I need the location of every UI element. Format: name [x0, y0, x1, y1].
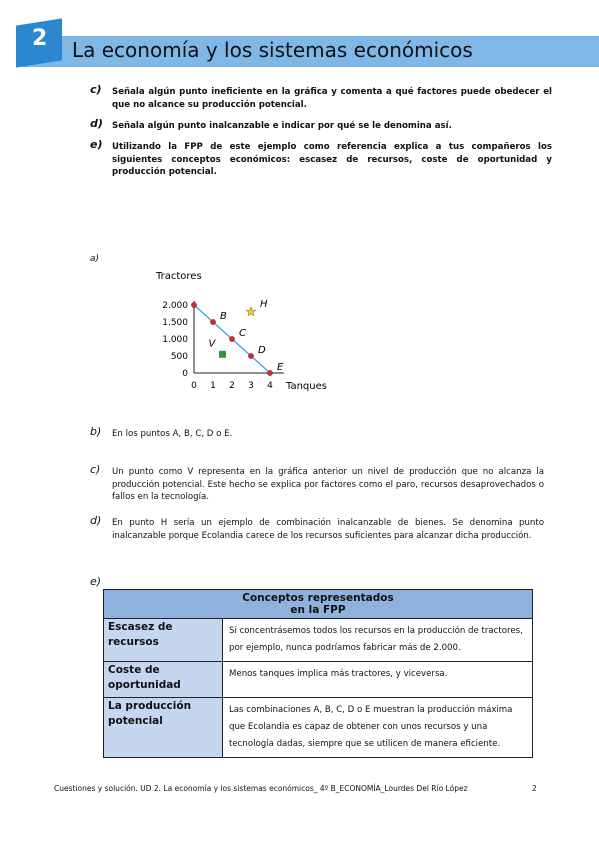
table-row [104, 619, 533, 662]
table-definition: Menos tanques implica más tractores, y viceversa. [223, 662, 533, 698]
concepts-table [103, 589, 533, 758]
unit-number: 2 [32, 26, 48, 51]
inefficient-point-label: V [208, 338, 216, 350]
x-tick-label: 4 [267, 381, 273, 391]
y-tick-label: 0 [182, 369, 188, 379]
x-tick-label: 0 [191, 381, 197, 391]
answer-text: En punto H sería un ejemplo de combinación inalcanzable de bienes. Se denomina punto inalcanzable porque Ecolandia carece de los recursos suficientes para alcanzar dicha producción. [112, 518, 544, 541]
y-tick-label: 500 [170, 352, 188, 362]
frontier-point-label: D [258, 345, 266, 356]
table-definition: Las combinaciones A, B, C, D o E muestran la producción máxima que Ecolandia es capaz de obtener con unos recursos y una tecnología dadas, siempre que se utilicen de manera eficiente. [223, 698, 533, 758]
answer-a-label: a) [90, 254, 100, 264]
question-label: e) [90, 138, 103, 151]
x-tick-label: 2 [229, 381, 235, 391]
unattainable-point [246, 307, 256, 316]
unattainable-point-label: H [260, 298, 268, 310]
frontier-point [191, 302, 196, 307]
question-label: c) [90, 83, 102, 96]
answer-text: Un punto como V representa en la gráfica anterior un nivel de producción que no alcanza la producción potencial. Este hecho se explica por factores como el paro, recursos desaprovechados o fallos en la tecnología. [112, 467, 544, 502]
table-header-line: en la FPP [290, 604, 346, 616]
x-tick-label: 1 [210, 381, 216, 391]
table-header-line: Conceptos representados [242, 592, 394, 604]
y-tick-label: 1.500 [162, 318, 188, 328]
question-label: d) [90, 117, 103, 130]
frontier-point [229, 336, 234, 341]
question-text: Utilizando la FPP de este ejemplo como referencia explica a tus compañeros los siguientes conceptos económicos: escasez de recursos, coste de oportunidad y producción potencial. [112, 142, 552, 177]
answer-label: e) [90, 575, 102, 588]
x-axis-label: Tanques [286, 381, 327, 392]
y-axis-label: Tractores [156, 271, 202, 282]
frontier-point-label: B [220, 311, 227, 322]
answer-text: En los puntos A, B, C, D o E. [112, 429, 233, 439]
x-tick-label: 3 [248, 381, 254, 391]
table-row [104, 662, 533, 698]
answer-label: b) [90, 425, 102, 438]
page-title: La economía y los sistemas económicos [72, 38, 473, 62]
table-definition: Si concentrásemos todos los recursos en la producción de tractores, por ejemplo, nunca podríamos fabricar más de 2.000. [223, 619, 533, 662]
table-header-row [104, 590, 533, 619]
frontier-point-label: E [277, 362, 284, 373]
table-header [104, 590, 533, 619]
frontier-point [210, 319, 215, 324]
frontier-point [267, 370, 272, 375]
table-row [104, 698, 533, 758]
footer-text: Cuestiones y solución. UD 2. La economía y los sistemas económicos_ 4º B_ECONOMÍA_Lourdes Del Río López [54, 784, 468, 793]
frontier-point [248, 353, 253, 358]
frontier-point-label: C [239, 328, 246, 339]
y-tick-label: 2.000 [162, 301, 188, 311]
table-term: Escasez de recursos [104, 619, 223, 662]
table-term: La producción potencial [104, 698, 223, 758]
question-text: Señala algún punto ineficiente en la gráfica y comenta a qué factores puede obedecer el que no alcance su producción potencial. [112, 87, 552, 110]
answer-label: c) [90, 463, 101, 476]
question-text: Señala algún punto inalcanzable e indicar por qué se le denomina así. [112, 121, 452, 131]
page-number: 2 [532, 784, 537, 793]
answer-label: d) [90, 514, 102, 527]
fpp-chart [150, 265, 350, 395]
y-tick-label: 1.000 [162, 335, 188, 345]
inefficient-point [219, 351, 226, 358]
table-term: Coste de oportunidad [104, 662, 223, 698]
